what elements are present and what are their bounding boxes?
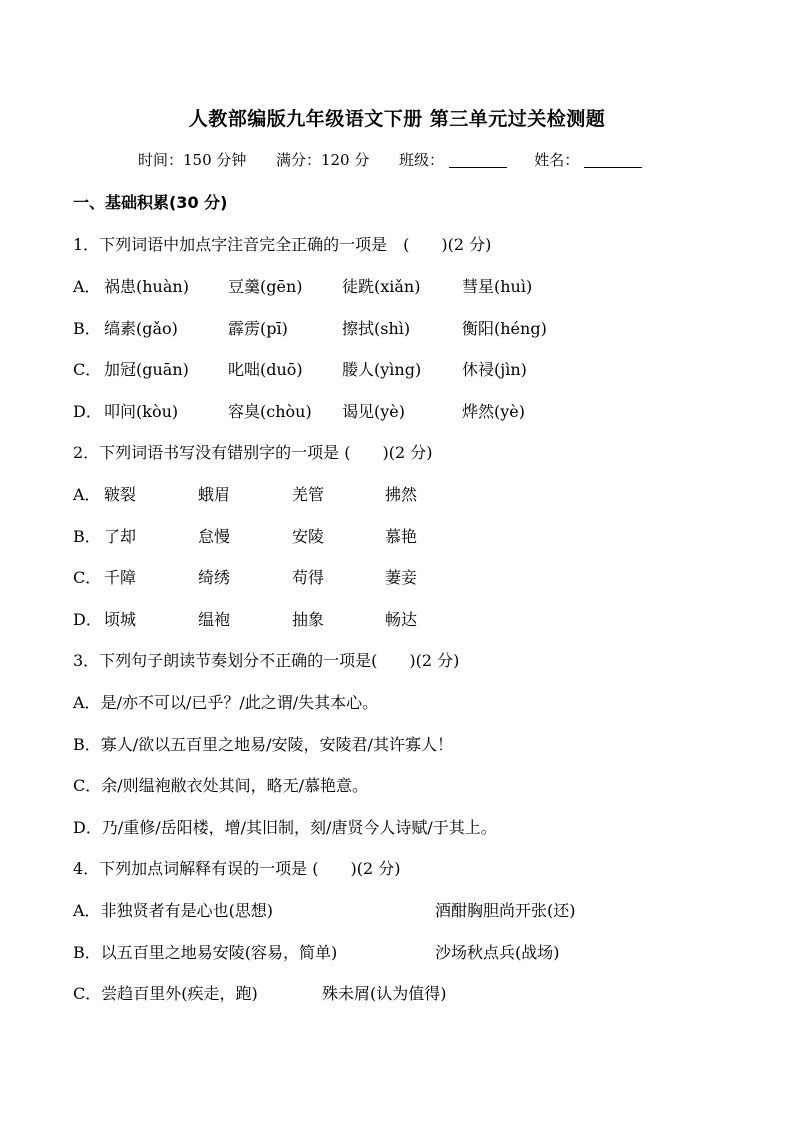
- question-2-stem: 2．下列词语书写没有错别字的一项是 ( )(2 分): [73, 443, 433, 462]
- q2-option-d-item: 缊袍: [198, 609, 231, 629]
- q1-option-b-item: 缟素(gǎo): [104, 318, 178, 338]
- name-blank[interactable]: [584, 153, 642, 168]
- q2-option-b-item: 慕艳: [385, 526, 418, 546]
- question-3-option-c: C．余/则缊袍敝衣处其间，略无/慕艳意。: [73, 776, 369, 795]
- question-3-stem: 3．下列句子朗读节奏划分不正确的一项是( )(2 分): [73, 651, 460, 670]
- exam-title: 人教部编版九年级语文下册 第三单元过关检测题: [188, 108, 606, 130]
- q1-option-a-letter: A．: [73, 277, 101, 296]
- q2-option-c-item: 苟得: [292, 568, 325, 587]
- section-heading: 一、基础积累(30 分): [73, 193, 228, 212]
- q1-option-d-item: 烨然(yè): [462, 401, 525, 421]
- name-label: 姓名：: [534, 151, 580, 169]
- q2-option-b-item: 怠慢: [198, 526, 231, 546]
- question-4-option-c-right: 殊未屑(认为值得): [322, 984, 447, 1003]
- question-4-option-b-left: B．以五百里之地易安陵(容易，简单): [73, 943, 338, 962]
- class-label: 班级：: [398, 151, 444, 169]
- q1-option-b-item: 擦拭(shì): [342, 318, 411, 338]
- q2-option-d-item: 抽象: [292, 609, 325, 629]
- q1-option-c-item: 休祲(jìn): [462, 360, 527, 379]
- question-1-stem: 1．下列词语中加点字注音完全正确的一项是 ( )(2 分): [73, 235, 492, 254]
- q1-option-b-letter: B．: [73, 318, 101, 338]
- question-4-option-a-right: 酒酣胸胆尚开张(还): [435, 901, 576, 920]
- q2-option-c-item: 千障: [104, 568, 137, 587]
- q1-option-a-item: 豆羹(gēn): [228, 277, 303, 296]
- q2-option-a-item: 羌管: [292, 485, 325, 504]
- q2-option-a-item: 蛾眉: [198, 485, 231, 504]
- class-blank[interactable]: [449, 153, 507, 168]
- question-3-option-d: D．乃/重修/岳阳楼，增/其旧制，刻/唐贤今人诗赋/于其上。: [73, 818, 497, 837]
- question-4-option-c-left: C．尝趋百里外(疾走，跑): [73, 984, 258, 1003]
- q2-option-b-item: 了却: [104, 526, 137, 546]
- q2-option-a-item: 拂然: [385, 485, 418, 504]
- question-3-option-b: B．寡人/欲以五百里之地易/安陵，安陵君/其许寡人！: [73, 735, 453, 754]
- q1-option-b-item: 衡阳(héng): [462, 318, 547, 338]
- q2-option-b-item: 安陵: [292, 526, 325, 546]
- q2-option-a-item: 皲裂: [104, 485, 137, 504]
- q2-option-c-item: 绮绣: [198, 568, 231, 587]
- question-3-option-a: A．是/亦不可以/已乎？/此之谓/失其本心。: [73, 693, 379, 712]
- full-score: 满分：120 分: [275, 151, 370, 169]
- time-limit: 时间：150 分钟: [138, 151, 247, 169]
- q2-option-d-item: 畅达: [385, 609, 418, 629]
- q1-option-b-item: 霹雳(pī): [228, 318, 288, 338]
- q1-option-a-item: 徒跣(xiǎn): [342, 277, 421, 296]
- q1-option-c-letter: C．: [73, 360, 102, 379]
- q2-option-b-letter: B．: [73, 526, 101, 546]
- q1-option-a-item: 祸患(huàn): [104, 277, 189, 296]
- q2-option-c-letter: C．: [73, 568, 102, 587]
- q1-option-d-item: 容臭(chòu): [228, 401, 312, 421]
- q1-option-d-letter: D．: [73, 401, 102, 421]
- q1-option-c-item: 加冠(guān): [104, 360, 189, 379]
- question-4-option-a-left: A．非独贤者有是心也(思想): [73, 901, 274, 920]
- question-4-option-b-right: 沙场秋点兵(战场): [435, 943, 560, 962]
- q1-option-d-item: 谒见(yè): [342, 401, 405, 421]
- q1-option-c-item: 叱咄(duō): [228, 360, 303, 379]
- q1-option-d-item: 叩问(kòu): [104, 401, 179, 421]
- q2-option-a-letter: A．: [73, 485, 101, 504]
- question-4-stem: 4．下列加点词解释有误的一项是 ( )(2 分): [73, 859, 401, 878]
- q2-option-d-item: 顷城: [104, 609, 137, 629]
- exam-meta: [138, 149, 642, 170]
- q1-option-c-item: 媵人(yìng): [342, 360, 422, 379]
- q1-option-a-item: 彗星(huì): [462, 277, 533, 296]
- q2-option-d-letter: D．: [73, 609, 102, 629]
- q2-option-c-item: 萋妾: [385, 568, 418, 587]
